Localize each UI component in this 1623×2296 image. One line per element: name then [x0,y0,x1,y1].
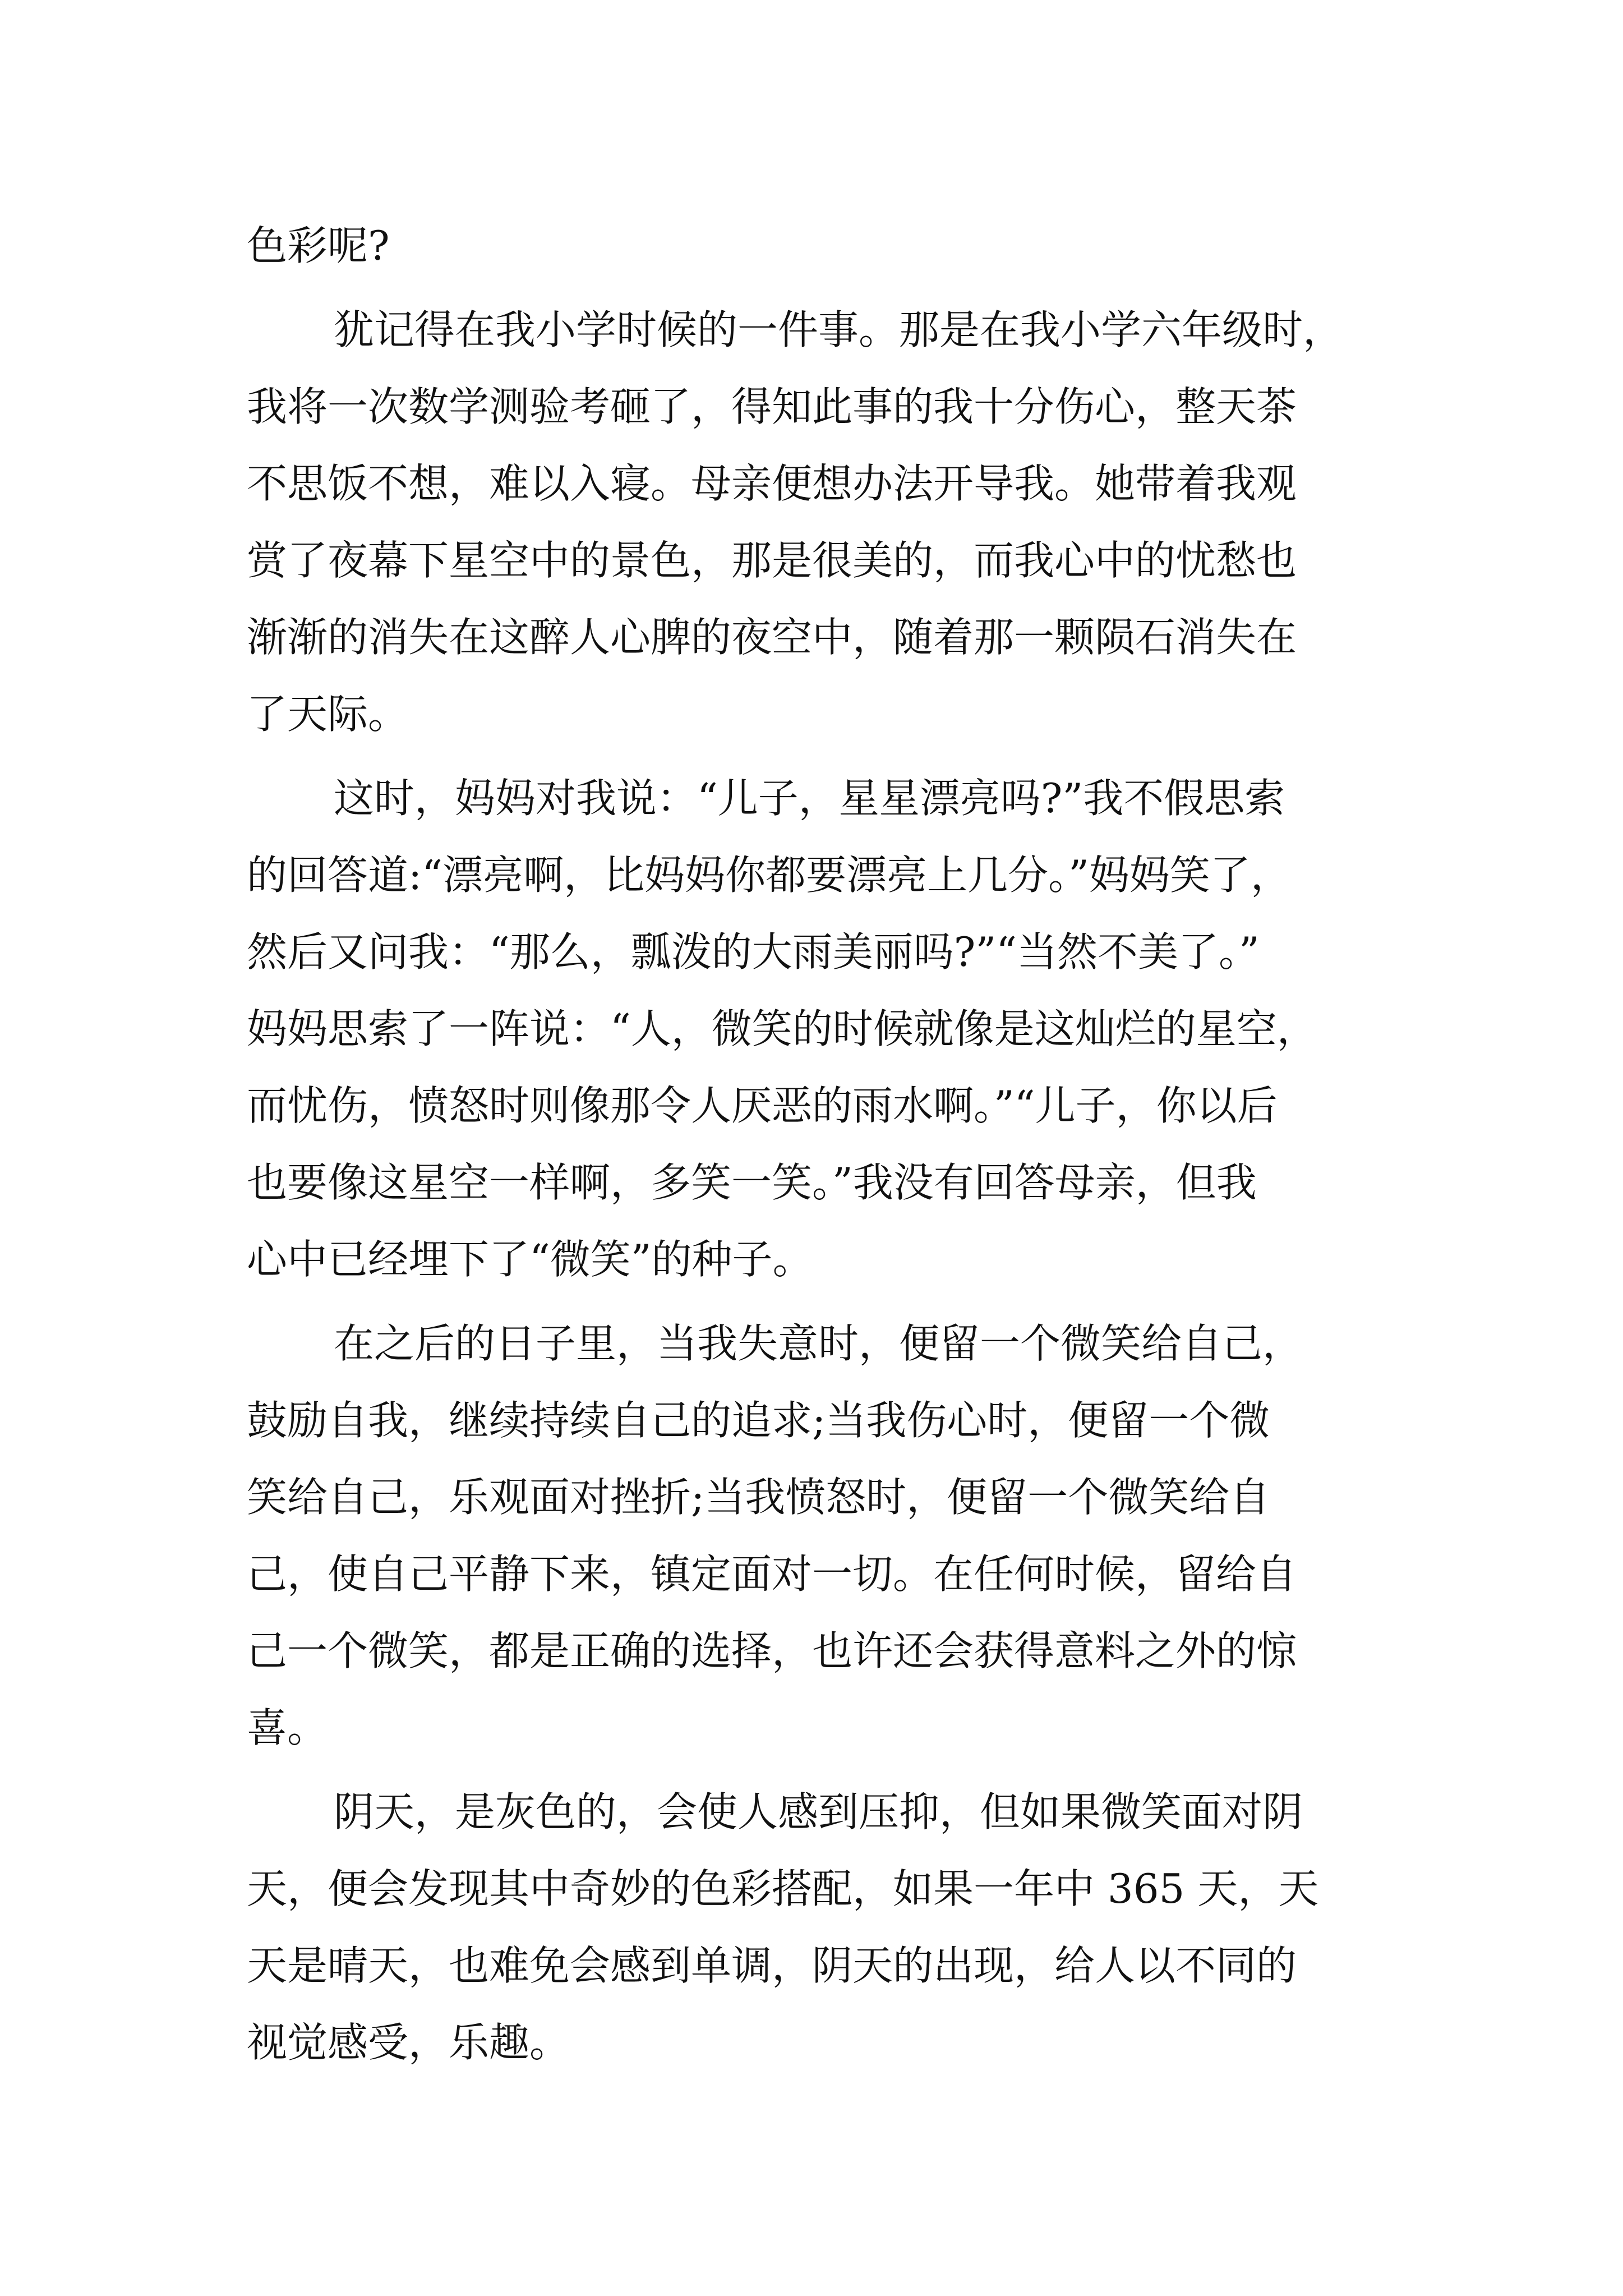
paragraph-first-line: 这时，妈妈对我说：“儿子，星星漂亮吗?”我不假思索 [334,775,1285,822]
paragraph-first-line: 在之后的日子里，当我失意时，便留一个微笑给自己， [334,1320,1303,1367]
text-line: 喜。 [247,1704,328,1751]
text-line: 而忧伤，愤怒时则像那令人厌恶的雨水啊。”“儿子，你以后 [247,1082,1278,1129]
text-line: 也要像这星空一样啊，多笑一笑。”我没有回答母亲，但我 [247,1159,1257,1206]
text-line: 视觉感受，乐趣。 [247,2019,570,2066]
document-body [247,208,1424,2081]
text-line: 己，使自己平静下来，镇定面对一切。在任何时候，留给自 [247,1550,1297,1598]
paragraph-first-line: 阴天，是灰色的，会使人感到压抑，但如果微笑面对阴 [334,1788,1303,1835]
text-line: 赏了夜幕下星空中的景色，那是很美的，而我心中的忧愁也 [247,537,1297,584]
text-line: 鼓励自我，继续持续自己的追求;当我伤心时，便留一个微 [247,1397,1270,1444]
text-line: 了天际。 [247,691,409,738]
text-line: 我将一次数学测验考砸了，得知此事的我十分伤心，整天茶 [247,383,1297,430]
text-line: 妈妈思索了一阵说：“人，微笑的时候就像是这灿烂的星空， [247,1005,1317,1052]
text-line: 心中已经埋下了“微笑”的种子。 [247,1236,813,1283]
text-line: 色彩呢? [247,222,390,269]
text-line: 己一个微笑，都是正确的选择，也许还会获得意料之外的惊 [247,1627,1297,1674]
text-line: 的回答道:“漂亮啊，比妈妈你都要漂亮上几分。”妈妈笑了， [247,852,1291,899]
text-line: 渐渐的消失在这醉人心脾的夜空中，随着那一颗陨石消失在 [247,614,1297,661]
text-line: 不思饭不想，难以入寝。母亲便想办法开导我。她带着我观 [247,460,1297,507]
text-line: 然后又问我：“那么，瓢泼的大雨美丽吗?”“当然不美了。” [247,928,1260,976]
text-line: 天，便会发现其中奇妙的色彩搭配，如果一年中 365 天，天 [247,1865,1319,1912]
paragraph-first-line: 犹记得在我小学时候的一件事。那是在我小学六年级时， [334,306,1344,353]
text-line: 天是晴天，也难免会感到单调，阴天的出现，给人以不同的 [247,1942,1297,1989]
text-line: 笑给自己，乐观面对挫折;当我愤怒时，便留一个微笑给自 [247,1474,1270,1521]
